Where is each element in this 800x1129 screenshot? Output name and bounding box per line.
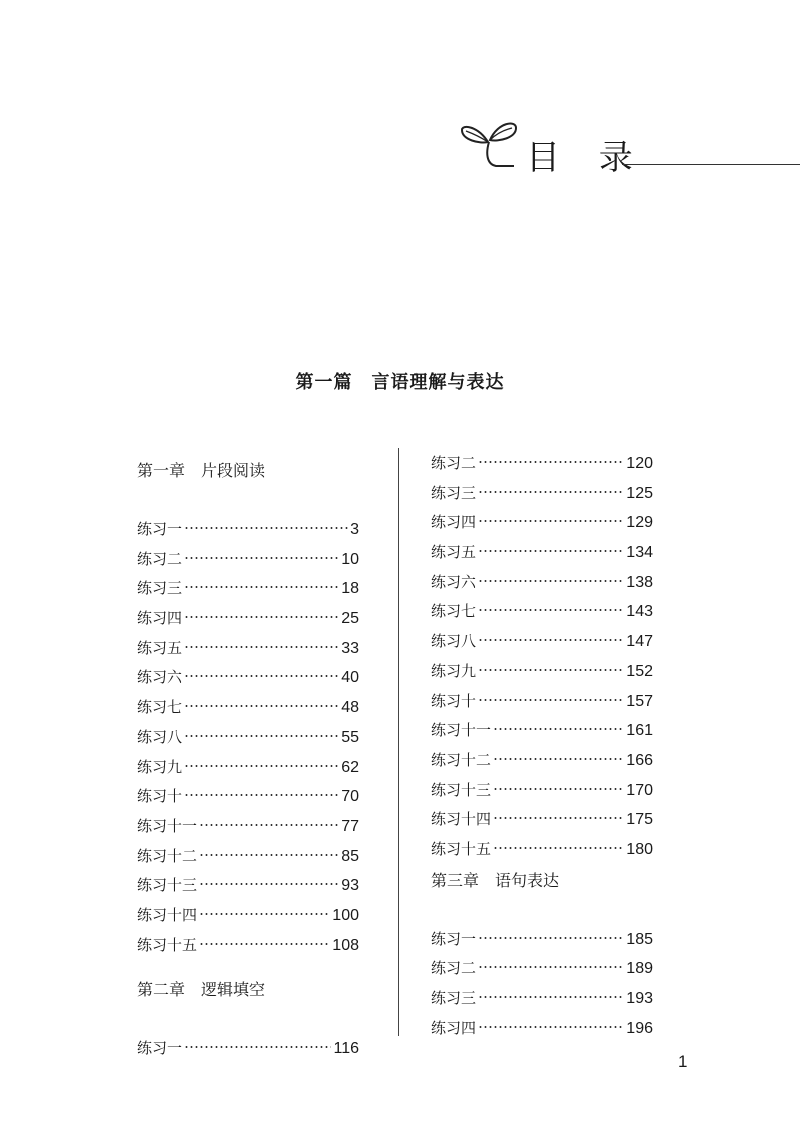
toc-entry-label: 练习十四 [137,905,198,924]
toc-entry-page: 166 [626,751,653,769]
title-rule [622,164,800,165]
toc-entry [137,601,359,631]
dot-leader [478,654,624,676]
chapter-heading: 第三章 语句表达 [431,870,560,890]
dot-leader [184,750,339,772]
dot-leader [478,535,624,557]
toc-entry-page: 143 [626,603,653,621]
toc-entry-page: 93 [341,877,359,895]
dot-leader [184,571,339,593]
toc-entry [431,535,653,565]
dot-leader [184,1031,331,1053]
toc-entry-label: 练习九 [137,757,183,776]
toc-entry-label: 练习十三 [137,876,198,895]
toc-entry-label: 练习一 [137,1039,183,1058]
toc-entry [431,802,653,832]
toc-entry-label: 练习十一 [137,816,198,835]
chapter2-entry-list [431,446,653,862]
toc-entry [431,832,653,862]
toc-entry-page: 147 [626,633,653,651]
toc-entry-page: 70 [341,788,359,806]
toc-entry [431,951,653,981]
toc-entry-label: 练习三 [431,989,477,1007]
toc-entry-label: 练习九 [431,661,477,680]
toc-entry-label: 练习六 [431,572,477,591]
toc-entry-page: 157 [626,692,653,710]
toc-entry-label: 练习十二 [137,846,198,865]
toc-entry-page: 85 [341,847,359,865]
toc-entry-page: 120 [626,455,653,472]
toc-entry [137,631,359,661]
toc-entry [137,779,359,809]
chapter-heading: 第二章 逻辑填空 [137,980,266,1000]
toc-entry-page: 185 [626,930,653,948]
toc-entry-label: 练习二 [431,959,477,978]
toc-entry-label: 练习十 [137,787,183,806]
toc-right-column [431,446,653,1040]
toc-entry-label: 练习十一 [431,721,492,740]
dot-leader [478,1011,624,1033]
toc-entry-label: 练习二 [137,549,183,568]
dot-leader [478,951,624,973]
toc-entry-page: 55 [341,728,359,746]
toc-entry-label: 练习一 [137,520,183,538]
dot-leader [493,743,624,765]
toc-entry-page: 152 [626,662,653,680]
toc-entry [137,690,359,720]
toc-entry-page: 40 [341,669,359,687]
toc-entry [137,750,359,780]
dot-leader [184,720,339,742]
toc-entry-page: 116 [333,1040,359,1058]
dot-leader [184,512,348,534]
toc-entry [137,1031,359,1061]
toc-entry-label: 练习四 [431,1018,477,1037]
toc-entry [431,446,653,476]
dot-leader [478,446,624,468]
toc-entry-label: 练习十三 [431,780,492,799]
dot-leader [493,773,624,795]
toc-entry-page: 175 [626,811,653,829]
chapter3-entry-list [431,922,653,1041]
toc-entry [431,684,653,714]
toc-entry-page: 77 [341,817,359,835]
dot-leader [184,631,339,653]
toc-entry [431,1011,653,1041]
toc-entry-page: 125 [626,484,653,502]
dot-leader [199,898,330,920]
toc-entry-label: 练习八 [137,727,183,746]
dot-leader [478,594,624,616]
dot-leader [478,476,624,498]
toc-entry-label: 练习十二 [431,750,492,769]
toc-entry [137,660,359,690]
toc-entry-label: 练习三 [431,483,477,502]
toc-entry [137,512,359,542]
toc-entry [137,571,359,601]
toc-entry-label: 练习二 [431,454,477,472]
toc-entry-page: 108 [332,936,359,954]
chapter-heading: 第一章 片段阅读 [137,461,266,480]
toc-entry-page: 134 [626,544,653,562]
toc-entry-page: 62 [341,758,359,776]
dot-leader [184,660,339,682]
dot-leader [478,684,624,706]
toc-entry-page: 10 [341,550,359,568]
toc-entry-page: 189 [626,960,653,978]
toc-entry-label: 练习七 [137,698,183,717]
toc-entry [431,594,653,624]
toc-entry-label: 练习十四 [431,810,492,829]
dot-leader [493,832,624,854]
sprout-icon [458,112,522,180]
toc-entry [137,928,359,958]
toc-entry-page: 3 [350,521,359,538]
dot-leader [478,565,624,587]
part-title: 第一篇 言语理解与表达 [295,372,505,393]
toc-entry-label: 练习四 [431,513,477,532]
toc-entry [137,898,359,928]
toc-entry-label: 练习十五 [137,935,198,954]
dot-leader [199,839,339,861]
dot-leader [478,981,624,1003]
toc-entry-page: 196 [626,1019,653,1037]
page-number: 1 [678,1052,688,1071]
toc-entry-label: 练习七 [431,602,477,621]
toc-entry-page: 180 [626,840,653,858]
dot-leader [184,601,339,623]
toc-entry [431,922,653,952]
toc-entry-page: 48 [341,699,359,717]
toc-entry [431,713,653,743]
dot-leader [493,713,624,735]
dot-leader [184,542,339,564]
chapter1-entry-list [137,512,359,957]
toc-entry-label: 练习五 [431,543,477,562]
dot-leader [184,779,339,801]
toc-entry [137,542,359,572]
dot-leader [184,690,339,712]
toc-entry [137,720,359,750]
column-divider [398,448,399,1036]
toc-entry-page: 170 [626,781,653,799]
toc-entry [431,505,653,535]
dot-leader [493,802,624,824]
toc-entry [431,743,653,773]
toc-entry-page: 100 [332,906,359,924]
dot-leader [199,868,339,890]
toc-entry-label: 练习一 [431,929,477,948]
toc-entry-label: 练习四 [137,609,183,628]
dot-leader [478,922,624,944]
toc-entry-page: 193 [626,990,653,1007]
toc-entry-label: 练习八 [431,632,477,651]
chapter2-entry-list [137,1031,359,1061]
toc-entry-page: 161 [626,722,653,740]
toc-entry-label: 练习十五 [431,839,492,858]
toc-entry-label: 练习六 [137,668,183,687]
toc-entry [431,476,653,506]
toc-left-column [137,460,359,1061]
toc-entry-page: 138 [626,573,653,591]
toc-entry-page: 25 [341,610,359,628]
toc-entry [431,565,653,595]
toc-entry [137,868,359,898]
dot-leader [478,624,624,646]
toc-entry [137,809,359,839]
dot-leader [199,809,339,831]
toc-entry [137,839,359,869]
toc-entry-label: 练习十 [431,691,477,710]
toc-entry-page: 18 [341,580,359,598]
dot-leader [199,928,330,950]
toc-entry [431,654,653,684]
toc-entry [431,624,653,654]
toc-entry-label: 练习三 [137,579,183,598]
toc-entry-label: 练习五 [137,638,183,657]
toc-title: 目 录 [526,138,647,178]
toc-entry-page: 129 [626,514,653,532]
toc-entry-page: 33 [341,639,359,657]
toc-entry [431,773,653,803]
toc-entry [431,981,653,1011]
dot-leader [478,505,624,527]
